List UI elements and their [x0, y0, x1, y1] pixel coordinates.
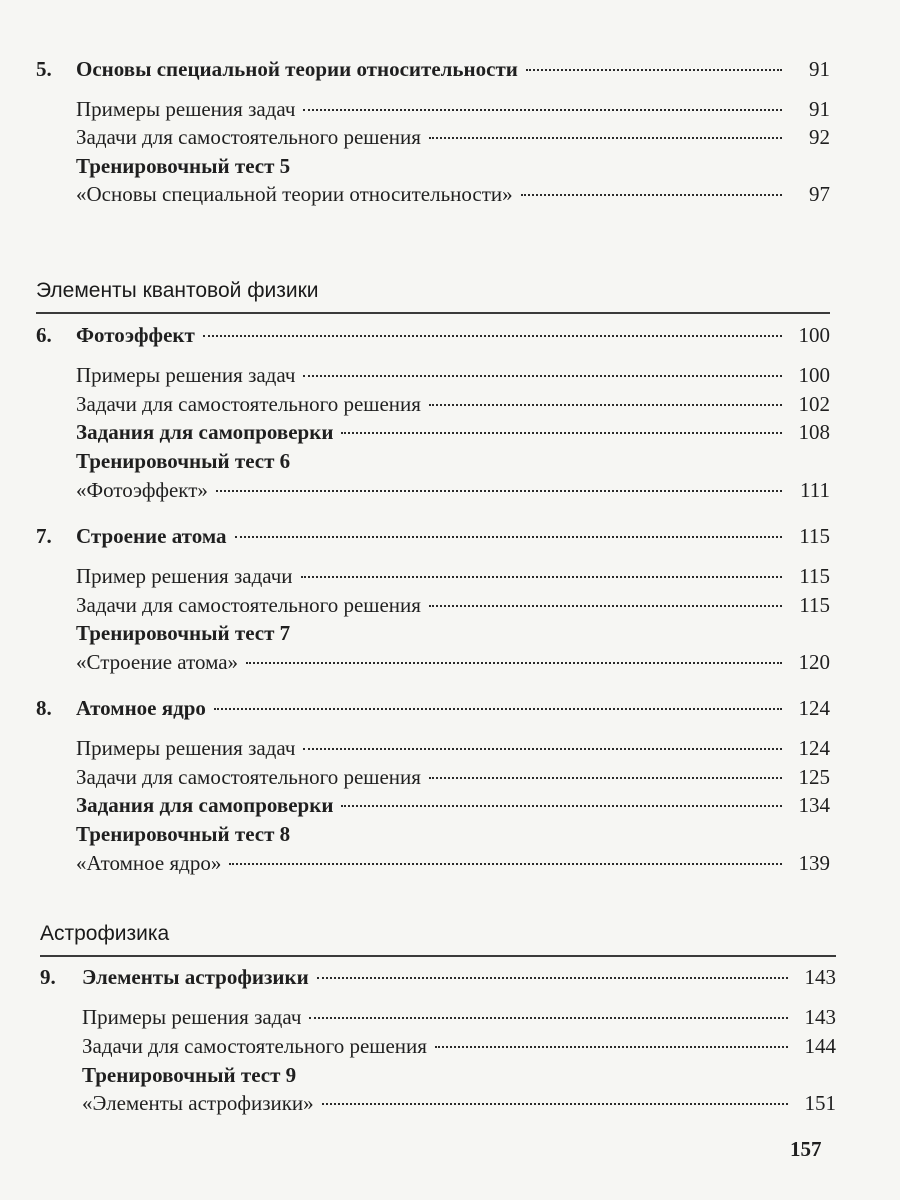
section-heading: Астрофизика — [40, 922, 170, 945]
toc-entry-test-9[interactable] — [82, 1090, 836, 1116]
page-number: 134 — [798, 793, 830, 817]
chapter-title: Строение атома — [76, 524, 227, 548]
entry-title: Задания для самопроверки — [76, 420, 334, 444]
entry-title: Примеры решения задач — [76, 363, 296, 387]
entry-title: Пример решения задачи — [76, 564, 293, 588]
entry-title: Задания для самопроверки — [76, 793, 334, 817]
page-number: 124 — [798, 696, 830, 720]
toc-entry[interactable] — [82, 1004, 836, 1030]
entry-title: «Фотоэффект» — [76, 478, 208, 502]
dot-leader — [429, 605, 782, 607]
toc-entry-chapter-7[interactable] — [36, 523, 830, 549]
test-heading — [76, 153, 830, 179]
chapter-title: Атомное ядро — [76, 696, 206, 720]
dot-leader — [235, 536, 783, 538]
footer-page-number: 157 — [790, 1137, 822, 1161]
test-heading-text: Тренировочный тест 8 — [76, 822, 291, 846]
page-number: 125 — [798, 765, 830, 789]
chapter-number: 5. — [36, 57, 52, 81]
toc-entry[interactable] — [76, 96, 830, 122]
entry-title: «Основы специальной теории относительности» — [76, 182, 513, 206]
dot-leader — [526, 69, 782, 71]
chapter-title: Основы специальной теории относительности — [76, 57, 518, 81]
entry-title: Задачи для самостоятельного решения — [82, 1034, 427, 1058]
dot-leader — [341, 805, 782, 807]
test-heading-text: Тренировочный тест 7 — [76, 621, 291, 645]
toc-entry-chapter-8[interactable] — [36, 695, 830, 721]
dot-leader — [203, 335, 782, 337]
dot-leader — [322, 1103, 788, 1105]
toc-entry[interactable] — [76, 792, 830, 818]
page-number: 100 — [798, 323, 830, 347]
page-number: 111 — [800, 478, 830, 502]
dot-leader — [303, 375, 782, 377]
toc-entry-chapter-9[interactable] — [40, 964, 836, 990]
dot-leader — [216, 490, 782, 492]
entry-title: «Элементы астрофизики» — [82, 1091, 314, 1115]
section-heading: Элементы квантовой физики — [36, 279, 319, 302]
page-number: 91 — [809, 57, 830, 81]
test-heading-text: Тренировочный тест 9 — [82, 1063, 297, 1087]
page-number: 124 — [798, 736, 830, 760]
toc-entry[interactable] — [76, 764, 830, 790]
entry-title: «Атомное ядро» — [76, 851, 222, 875]
dot-leader — [429, 404, 782, 406]
entry-title: Задачи для самостоятельного решения — [76, 593, 421, 617]
toc-entry-chapter-5[interactable] — [36, 56, 830, 82]
toc-entry[interactable] — [76, 735, 830, 761]
dot-leader — [521, 194, 782, 196]
dot-leader — [301, 576, 782, 578]
toc-entry[interactable] — [76, 362, 830, 388]
chapter-number: 6. — [36, 323, 52, 347]
toc-entry[interactable] — [76, 592, 830, 618]
test-heading — [76, 448, 830, 474]
dot-leader — [309, 1017, 788, 1019]
page-number: 144 — [804, 1034, 836, 1058]
page-number: 115 — [799, 564, 830, 588]
dot-leader — [303, 748, 782, 750]
section-rule — [36, 312, 830, 314]
test-heading — [76, 821, 830, 847]
page-number: 102 — [798, 392, 830, 416]
chapter-title: Фотоэффект — [76, 323, 195, 347]
toc-entry-test-6[interactable] — [76, 477, 830, 503]
page-number: 97 — [809, 182, 830, 206]
chapter-title: Элементы астрофизики — [82, 965, 309, 989]
toc-entry-chapter-6[interactable] — [36, 322, 830, 348]
chapter-number: 8. — [36, 696, 52, 720]
page-number: 143 — [804, 965, 836, 989]
dot-leader — [341, 432, 782, 434]
page-number: 100 — [798, 363, 830, 387]
page-number: 139 — [798, 851, 830, 875]
dot-leader — [229, 863, 782, 865]
dot-leader — [317, 977, 788, 979]
toc-entry[interactable] — [76, 419, 830, 445]
dot-leader — [214, 708, 782, 710]
page-number: 143 — [804, 1005, 836, 1029]
toc-entry[interactable] — [76, 563, 830, 589]
test-heading — [76, 620, 830, 646]
dot-leader — [435, 1046, 788, 1048]
toc-entry-test-8[interactable] — [76, 850, 830, 876]
page-number: 92 — [809, 125, 830, 149]
toc-entry[interactable] — [76, 124, 830, 150]
page-number: 120 — [798, 650, 830, 674]
entry-title: «Строение атома» — [76, 650, 239, 674]
toc-entry[interactable] — [76, 391, 830, 417]
entry-title: Примеры решения задач — [76, 736, 296, 760]
chapter-number: 9. — [40, 965, 56, 989]
entry-title: Задачи для самостоятельного решения — [76, 765, 421, 789]
dot-leader — [303, 109, 782, 111]
page-number: 115 — [799, 524, 830, 548]
test-heading-text: Тренировочный тест 6 — [76, 449, 291, 473]
entry-title: Примеры решения задач — [82, 1005, 302, 1029]
toc-entry-test-5[interactable] — [76, 181, 830, 207]
toc-entry-test-7[interactable] — [76, 649, 830, 675]
dot-leader — [246, 662, 782, 664]
page-number: 91 — [809, 97, 830, 121]
dot-leader — [429, 777, 782, 779]
test-heading-text: Тренировочный тест 5 — [76, 154, 291, 178]
chapter-number: 7. — [36, 524, 52, 548]
entry-title: Задачи для самостоятельного решения — [76, 392, 421, 416]
page-number: 151 — [804, 1091, 836, 1115]
entry-title: Задачи для самостоятельного решения — [76, 125, 421, 149]
entry-title: Примеры решения задач — [76, 97, 296, 121]
section-rule — [40, 955, 836, 957]
page-number: 115 — [799, 593, 830, 617]
test-heading — [82, 1062, 836, 1088]
dot-leader — [429, 137, 782, 139]
page-number: 108 — [798, 420, 830, 444]
toc-entry[interactable] — [82, 1033, 836, 1059]
